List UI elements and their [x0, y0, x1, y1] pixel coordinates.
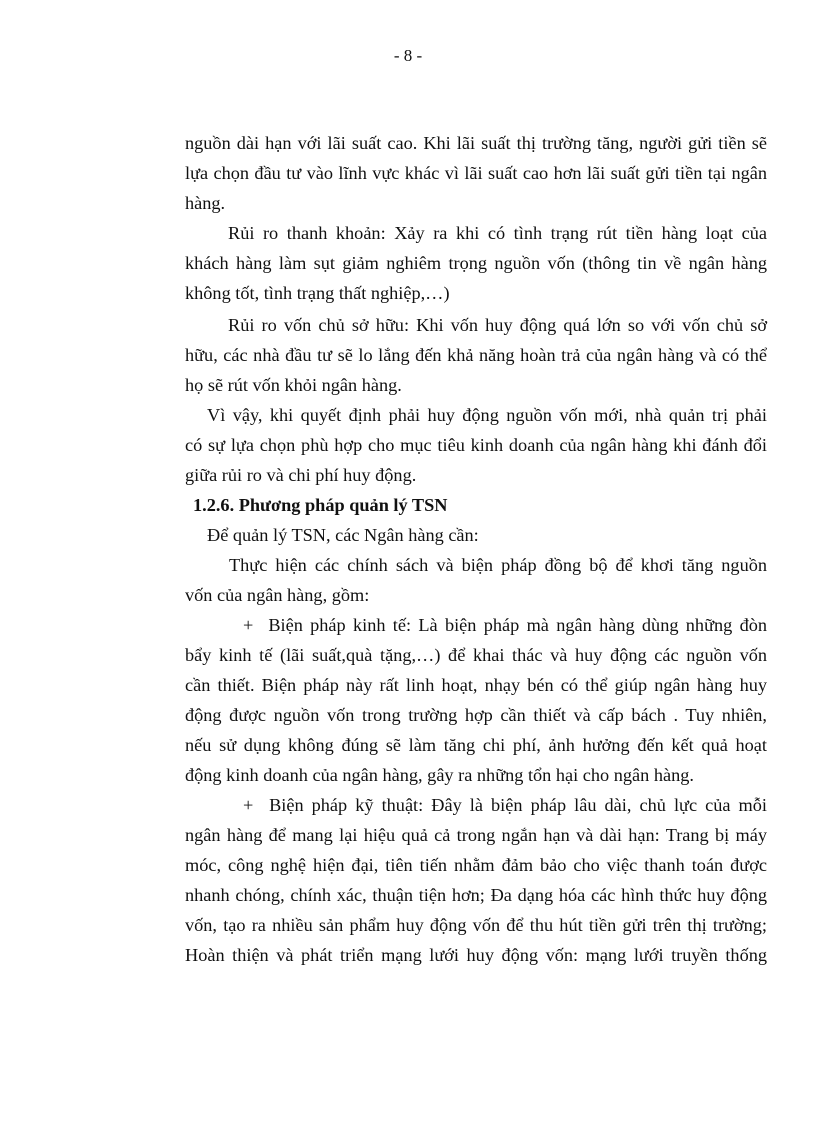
- text-line: [185, 374, 767, 396]
- line-text: Vì vậy, khi quyết định phải huy động nguồn vốn mới, nhà quản trị phải: [207, 405, 767, 425]
- line-text: họ sẽ rút vốn khỏi ngân hàng.: [185, 375, 402, 395]
- text-line: [185, 162, 767, 184]
- line-text: bẩy kinh tế (lãi suất,quà tặng,…) để khai thác và huy động các nguồn vốn: [185, 645, 767, 665]
- text-line: [243, 794, 767, 816]
- text-line: [228, 222, 767, 244]
- line-text: 1.2.6. Phương pháp quản lý TSN: [193, 495, 448, 515]
- line-text: hữu, các nhà đầu tư sẽ lo lắng đến khả năng hoàn trả của ngân hàng và có thể: [185, 345, 767, 365]
- text-line: [185, 252, 767, 274]
- text-line: [185, 764, 767, 786]
- line-text: nguồn dài hạn với lãi suất cao. Khi lãi suất thị trường tăng, người gửi tiền sẽ: [185, 133, 767, 153]
- line-text: móc, công nghệ hiện đại, tiên tiến nhằm đảm bảo cho việc thanh toán được: [185, 855, 767, 875]
- text-line: [185, 282, 767, 304]
- line-text: Biện pháp kỹ thuật: Đây là biện pháp lâu dài, chủ lực của mỗi: [269, 795, 767, 815]
- line-text: vốn, tạo ra nhiều sản phẩm huy động vốn để thu hút tiền gửi trên thị trường;: [185, 915, 767, 935]
- text-line: [185, 914, 767, 936]
- text-line: [185, 584, 767, 606]
- text-line: [185, 854, 767, 876]
- line-text: Để quản lý TSN, các Ngân hàng cần:: [207, 525, 479, 545]
- text-line: [207, 524, 767, 546]
- line-text: ngân hàng để mang lại hiệu quả cả trong ngắn hạn và dài hạn: Trang bị máy: [185, 825, 767, 845]
- section-heading: [193, 494, 767, 516]
- line-text: Biện pháp kinh tế: Là biện pháp mà ngân hàng dùng những đòn: [268, 615, 767, 635]
- text-line: [185, 464, 767, 486]
- text-line: [185, 734, 767, 756]
- line-text: Rủi ro vốn chủ sở hữu: Khi vốn huy động quá lớn so với vốn chủ sở: [228, 315, 767, 335]
- line-text: nếu sử dụng không đúng sẽ làm tăng chi phí, ảnh hưởng đến kết quả hoạt: [185, 735, 767, 755]
- line-text: động kinh doanh của ngân hàng, gây ra những tổn hại cho ngân hàng.: [185, 765, 694, 785]
- text-line: [185, 824, 767, 846]
- line-text: nhanh chóng, chính xác, thuận tiện hơn; Đa dạng hóa các hình thức huy động: [185, 885, 767, 905]
- line-text: khách hàng làm sụt giảm nghiêm trọng nguồn vốn (thông tin về ngân hàng: [185, 253, 767, 273]
- line-text: động được nguồn vốn trong trường hợp cần thiết và cấp bách . Tuy nhiên,: [185, 705, 767, 725]
- text-line: [185, 704, 767, 726]
- bullet-plus: +: [243, 615, 254, 635]
- text-line: [185, 944, 767, 966]
- line-text: Hoàn thiện và phát triển mạng lưới huy động vốn: mạng lưới truyền thống: [185, 945, 767, 965]
- line-text: có sự lựa chọn phù hợp cho mục tiêu kinh doanh của ngân hàng khi đánh đổi: [185, 435, 767, 455]
- text-line: [207, 404, 767, 426]
- line-text: lựa chọn đầu tư vào lĩnh vực khác vì lãi suất cao hơn lãi suất gửi tiền tại ngân: [185, 163, 767, 183]
- text-line: [185, 434, 767, 456]
- bullet-plus: +: [243, 795, 254, 815]
- line-text: không tốt, tình trạng thất nghiệp,…): [185, 283, 450, 303]
- text-line: [185, 344, 767, 366]
- page-number: - 8 -: [393, 46, 423, 65]
- line-text: giữa rủi ro và chi phí huy động.: [185, 465, 417, 485]
- text-line: [185, 132, 767, 154]
- text-line: [185, 644, 767, 666]
- line-text: Rủi ro thanh khoản: Xảy ra khi có tình trạng rút tiền hàng loạt của: [228, 223, 767, 243]
- line-text: hàng.: [185, 193, 226, 213]
- text-line: [229, 554, 767, 576]
- line-text: cần thiết. Biện pháp này rất linh hoạt, nhạy bén có thể giúp ngân hàng huy: [185, 675, 767, 695]
- text-line: [185, 192, 767, 214]
- text-line: [185, 884, 767, 906]
- text-line: [243, 614, 767, 636]
- text-line: [185, 674, 767, 696]
- line-text: vốn của ngân hàng, gồm:: [185, 585, 370, 605]
- text-line: [228, 314, 767, 336]
- line-text: Thực hiện các chính sách và biện pháp đồng bộ để khơi tăng nguồn: [229, 555, 767, 575]
